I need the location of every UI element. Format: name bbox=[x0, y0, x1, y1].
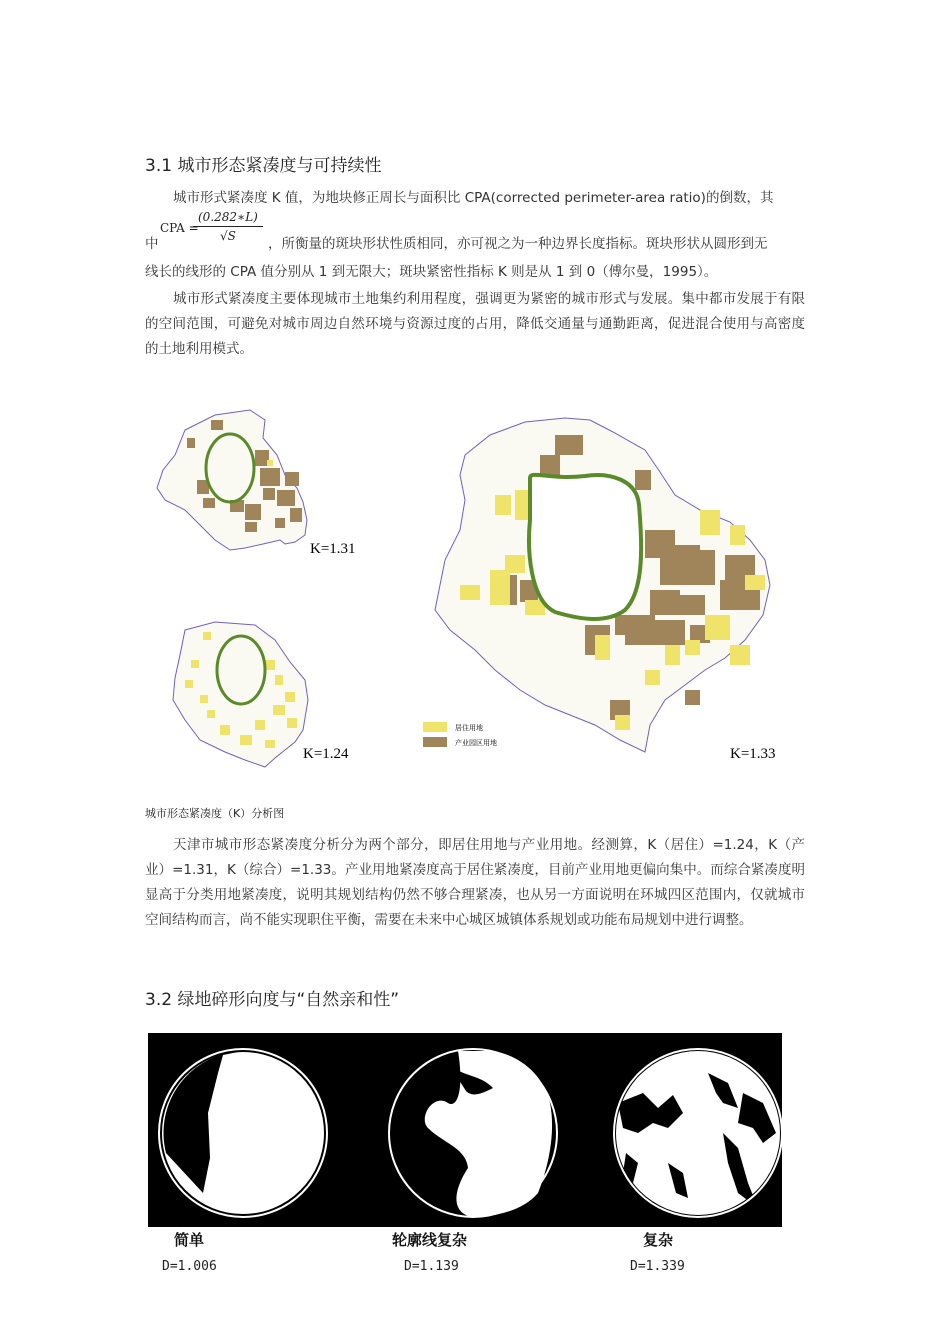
fractal-d-contour: D=1.139 bbox=[404, 1259, 459, 1274]
formula-numerator: (0.282∗L) bbox=[198, 210, 258, 224]
formula-lhs: CPA = bbox=[160, 221, 199, 235]
fractal-d-simple: D=1.006 bbox=[162, 1259, 217, 1274]
k-label-combined: K=1.33 bbox=[730, 746, 776, 762]
paragraph-1-line-2: ，所衡量的斑块形状性质相同，亦可视之为一种边界长度指标。斑块形状从圆形到无 bbox=[268, 236, 768, 252]
paragraph-2: 城市形式紧凑度主要体现城市土地集约利用程度，强调更为紧密的城市形式与发展。集中都市发展于有限的空间范围，可避免对城市周边自然环境与资源过度的占用，降低交通量与通勤距离，促进混合使用与高密度的土地利用模式。 bbox=[145, 291, 805, 357]
paragraph-1-line-3: 线长的线形的 CPA 值分别从 1 到无限大；斑块紧密性指标 K 则是从 1 到 0（傅尔曼，1995）。 bbox=[145, 264, 718, 280]
paragraph-1-zhong: 中 bbox=[145, 236, 159, 252]
legend-swatch-industrial bbox=[423, 737, 447, 747]
k-label-residential: K=1.24 bbox=[303, 746, 349, 762]
map-combined bbox=[435, 418, 770, 752]
compactness-figure bbox=[145, 400, 795, 780]
section-heading-3-2: 3.2 绿地碎形向度与“自然亲和性” bbox=[145, 990, 400, 1010]
paragraph-1-line-1: 城市形式紧凑度 K 值，为地块修正周长与面积比 CPA(corrected perimeter-area ratio)的倒数，其 bbox=[173, 190, 774, 206]
fractal-panel-contour bbox=[389, 1049, 557, 1217]
formula-fraction-bar bbox=[193, 226, 263, 227]
fractal-panel-complex bbox=[614, 1049, 782, 1217]
fractal-name-contour: 轮廓线复杂 bbox=[392, 1231, 468, 1249]
legend-label-residential: 居住用地 bbox=[455, 724, 483, 732]
fractal-figure bbox=[148, 1033, 782, 1227]
map-residential bbox=[173, 622, 308, 767]
map-legend bbox=[423, 722, 497, 747]
legend-swatch-residential bbox=[423, 722, 447, 732]
map-industrial bbox=[157, 410, 307, 550]
figure-caption: 城市形态紧凑度（K）分析图 bbox=[145, 807, 285, 820]
fractal-panel-simple bbox=[159, 1049, 327, 1217]
paragraph-3: 天津市城市形态紧凑度分析分为两个部分，即居住用地与产业用地。经测算，K（居住）=1.24，K（产业）=1.31，K（综合）=1.33。产业用地紧凑度高于居住紧凑度，目前产业用地更偏向集中。而综合紧凑度明显高于分类用地紧凑度，说明其规划结构仍然不够合理紧凑，也从另一方面说明在环城四区范围内，仅就城市空间结构而言，尚不能实现职住平衡，需要在未来中心城区城镇体系规划或功能布局规划中进行调整。 bbox=[145, 837, 805, 928]
fractal-name-complex: 复杂 bbox=[643, 1231, 674, 1249]
section-heading-3-1: 3.1 城市形态紧凑度与可持续性 bbox=[145, 156, 382, 176]
k-label-industrial: K=1.31 bbox=[310, 541, 356, 557]
fractal-name-simple: 简单 bbox=[174, 1231, 205, 1249]
formula-denominator: √S bbox=[220, 229, 236, 243]
legend-label-industrial: 产业园区用地 bbox=[455, 739, 497, 747]
fractal-d-complex: D=1.339 bbox=[630, 1259, 685, 1274]
cpa-formula bbox=[160, 209, 270, 249]
